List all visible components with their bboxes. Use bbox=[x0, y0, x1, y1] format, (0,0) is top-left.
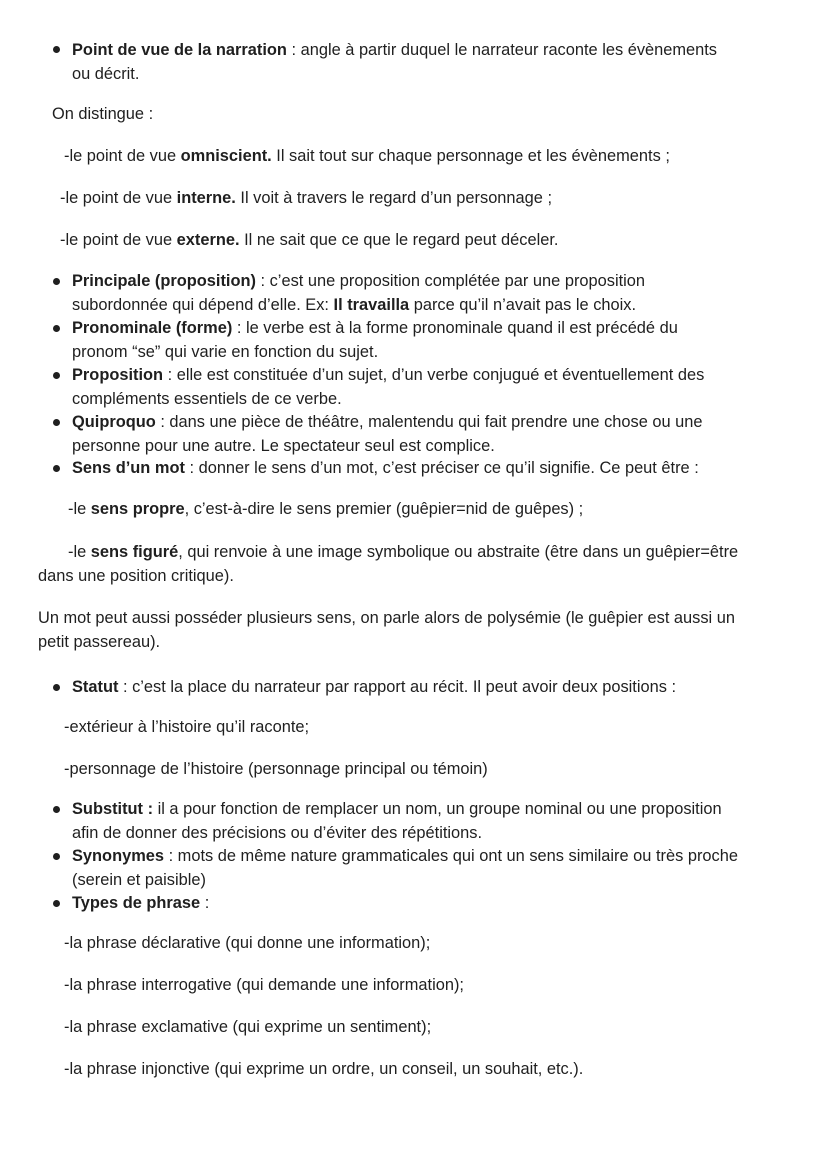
bullet-dot bbox=[53, 684, 60, 691]
bullet-dot bbox=[53, 325, 60, 332]
statut-exterieur: -extérieur à l’histoire qu’il raconte; bbox=[64, 718, 310, 736]
phrase-declarative: -la phrase déclarative (qui donne une information); bbox=[64, 934, 431, 952]
bullet-dot bbox=[53, 46, 60, 53]
bullet-dot bbox=[53, 900, 60, 907]
bullet-dot bbox=[53, 278, 60, 285]
definition-types: Types de phrase : bbox=[72, 894, 210, 912]
bullet-dot bbox=[53, 806, 60, 813]
definition-proposition: Proposition : elle est constituée d’un sujet, d’un verbe conjugué et éventuellement des compléments essentiels de ce verbe. bbox=[72, 366, 705, 408]
phrase-interrogative: -la phrase interrogative (qui demande une information); bbox=[64, 976, 464, 994]
bullet-dot bbox=[53, 372, 60, 379]
sens-figure: -le sens figuré, qui renvoie à une image symbolique ou abstraite (être dans un guêpier=être bbox=[68, 543, 739, 561]
definition-narration: Point de vue de la narration : angle à partir duquel le narrateur raconte les évènements ou décrit. bbox=[72, 41, 718, 83]
polysemie-line-2: petit passereau). bbox=[38, 633, 161, 651]
definition-synonymes: Synonymes : mots de même nature grammaticales qui ont un sens similaire ou très proche (serein et paisible) bbox=[72, 847, 738, 889]
bullet-dot bbox=[53, 853, 60, 860]
bullet-dot bbox=[53, 465, 60, 472]
bullet-dot bbox=[53, 419, 60, 426]
pov-interne: -le point de vue interne. Il voit à travers le regard d’un personnage ; bbox=[60, 189, 552, 207]
pov-omniscient: -le point de vue omniscient. Il sait tout sur chaque personnage et les évènements ; bbox=[64, 147, 670, 165]
sens-figure-cont: dans une position critique). bbox=[38, 567, 234, 585]
definition-pronominale: Pronominale (forme) : le verbe est à la forme pronominale quand il est précédé du pronom “se” qui varie en fonction du sujet. bbox=[72, 319, 678, 361]
sens-propre: -le sens propre, c’est-à-dire le sens premier (guêpier=nid de guêpes) ; bbox=[68, 500, 584, 518]
definition-principale: Principale (proposition) : c’est une proposition complétée par une proposition subordonnée qui dépend d’elle. Ex: Il travailla parce qu’il n’avait pas le choix. bbox=[72, 272, 646, 314]
definition-statut: Statut : c’est la place du narrateur par rapport au récit. Il peut avoir deux positions : bbox=[72, 678, 677, 696]
pov-externe: -le point de vue externe. Il ne sait que ce que le regard peut déceler. bbox=[60, 231, 559, 249]
definition-substitut: Substitut : il a pour fonction de remplacer un nom, un groupe nominal ou une proposition afin de donner des précisions ou d’éviter des répétitions. bbox=[72, 800, 722, 842]
statut-personnage: -personnage de l’histoire (personnage principal ou témoin) bbox=[64, 760, 488, 778]
polysemie-line-1: Un mot peut aussi posséder plusieurs sens, on parle alors de polysémie (le guêpier est aussi un bbox=[38, 609, 735, 627]
term-narration: Point de vue de la narration bbox=[72, 41, 287, 59]
phrase-exclamative: -la phrase exclamative (qui exprime un sentiment); bbox=[64, 1018, 432, 1036]
definition-sens: Sens d’un mot : donner le sens d’un mot, c’est préciser ce qu’il signifie. Ce peut être : bbox=[72, 459, 699, 477]
definition-quiproquo: Quiproquo : dans une pièce de théâtre, malentendu qui fait prendre une chose ou une personne pour une autre. Le spectateur seul est complice. bbox=[72, 413, 703, 455]
on-distingue: On distingue : bbox=[52, 105, 154, 123]
phrase-injonctive: -la phrase injonctive (qui exprime un ordre, un conseil, un souhait, etc.). bbox=[64, 1060, 584, 1078]
